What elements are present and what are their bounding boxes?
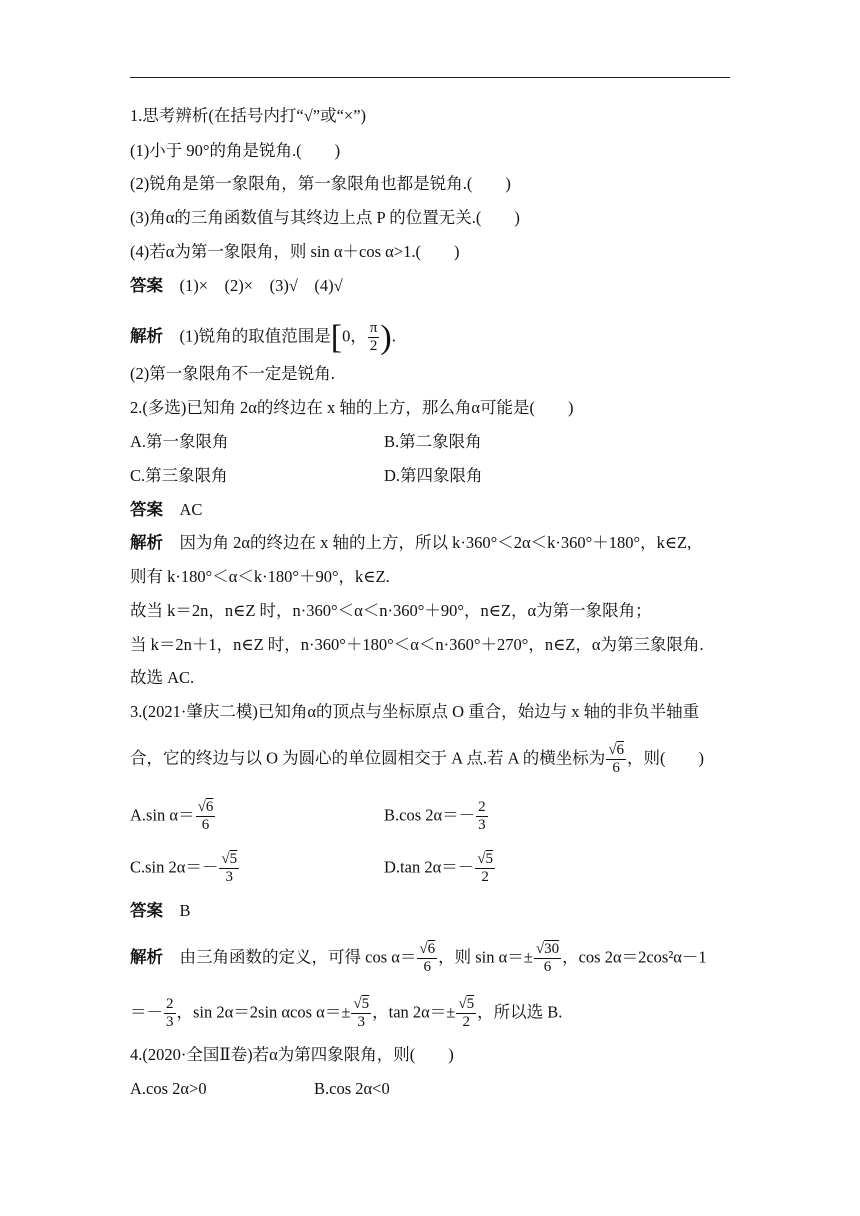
q2-analysis-3: 故当 k＝2n，n∈Z 时，n·360°＜α＜n·360°＋90°，n∈Z，α为第一象限角； xyxy=(130,601,652,620)
q3-option-a: A.sin α＝ $\frac{√6}{6}$ xyxy=(130,799,214,833)
q2-answer xyxy=(130,498,202,522)
q3-title-1: 3.(2021·肇庆二模)已知角α的顶点与坐标原点 O 重合，始边与 x 轴的非负半轴重 xyxy=(130,702,700,721)
sqrt5-over-2: $\frac{√5}{2}$ xyxy=(477,851,493,885)
q3-title-2-text: 合，它的终边与以 O 为圆心的单位圆相交于 A 点.若 A 的横坐标为 xyxy=(130,748,606,768)
q1-item-4: (4)若α为第一象限角，则 sin α＋cos α>1.( ) xyxy=(130,242,460,261)
sqrt5-over-3: $\frac{√5}{3}$ xyxy=(221,851,238,885)
sqrt6-over-6: $\frac{√6}{6}$ xyxy=(419,941,436,975)
q1-title: 1.思考辨析(在括号内打“√”或“×”) xyxy=(130,106,367,125)
analysis-label: 解析 xyxy=(130,947,163,967)
two-thirds: $\frac{2}{3}$ xyxy=(478,799,486,833)
q1-answer-text: (1)× (2)× (3)√ (4)√ xyxy=(179,276,343,295)
q1-item-1: (1)小于 90°的角是锐角.( ) xyxy=(130,141,341,160)
analysis-label: 解析 xyxy=(130,533,163,552)
sqrt5-over-2: $\frac{√5}{2}$ xyxy=(458,996,475,1030)
sqrt30-over-6: $\frac{√30}{6}$ xyxy=(535,941,560,975)
q1-analysis-1-text: (1)锐角的取值范围是 xyxy=(179,326,331,346)
q2-analysis-1-text: 因为角 2α的终边在 x 轴的上方，所以 k·360°＜2α＜k·360°＋180°，k∈Z, xyxy=(179,533,692,552)
q3-title-end: ，则( ) xyxy=(627,748,705,768)
q3-analysis-1: 解析 由三角函数的定义，可得 cos α＝ $\frac{√6}{6}$ ，则 sin α＝± $\frac{√30}{6}$ ，cos 2α＝2cos²α－1 xyxy=(130,941,707,975)
q2-option-b: B.第二象限角 xyxy=(384,432,482,451)
answer-label: 答案 xyxy=(130,500,163,519)
left-bracket: [ xyxy=(330,318,343,356)
sqrt5-over-3: $\frac{√5}{3}$ xyxy=(353,996,370,1030)
q4-option-a: A.cos 2α>0 xyxy=(130,1079,207,1098)
q3-answer xyxy=(130,899,191,923)
q2-answer-text: AC xyxy=(179,500,203,519)
answer-label: 答案 xyxy=(130,276,163,295)
q3-option-d: D.tan 2α＝－ $\frac{√5}{2}$ xyxy=(384,851,493,885)
q2-analysis-1 xyxy=(130,531,691,555)
q1-item-2: (2)锐角是第一象限角，第一象限角也都是锐角.( ) xyxy=(130,174,511,193)
q1-item-3: (3)角α的三角函数值与其终边上点 P 的位置无关.( ) xyxy=(130,208,520,227)
q3-option-c: C.sin 2α＝－ $\frac{√5}{3}$ xyxy=(130,851,238,885)
q2-title: 2.(多选)已知角 2α的终边在 x 轴的上方，那么角α可能是( ) xyxy=(130,398,574,417)
sqrt6-over-6: $\frac{√6}{6}$ xyxy=(608,742,625,776)
right-paren: ) xyxy=(380,318,392,356)
q3-option-b: B.cos 2α＝－ $\frac{2}{3}$ xyxy=(384,799,486,833)
q2-analysis-2: 则有 k·180°＜α＜k·180°＋90°，k∈Z. xyxy=(130,567,390,586)
q1-answer xyxy=(130,274,343,298)
header-rule xyxy=(130,77,730,78)
q4-title: 4.(2020·全国Ⅱ卷)若α为第四象限角，则( ) xyxy=(130,1045,454,1064)
analysis-label: 解析 xyxy=(130,326,163,346)
q3-analysis-2: ＝－ $\frac{2}{3}$ ，sin 2α＝2sin αcos α＝± $\frac{√5}{3}$ ，tan 2α＝± $\frac{√5}{2}$ ，所以选 B. xyxy=(130,996,563,1030)
q2-option-c: C.第三象限角 xyxy=(130,466,228,485)
sqrt6-over-6: $\frac{√6}{6}$ xyxy=(197,799,214,833)
q1-analysis-2: (2)第一象限角不一定是锐角. xyxy=(130,364,335,383)
q2-option-d: D.第四象限角 xyxy=(384,466,483,485)
q4-option-b: B.cos 2α<0 xyxy=(314,1079,390,1098)
interval-left: 0， xyxy=(342,326,367,346)
two-thirds: $\frac{2}{3}$ xyxy=(166,996,174,1030)
q3-answer-text: B xyxy=(179,901,191,920)
q2-option-a: A.第一象限角 xyxy=(130,432,229,451)
q2-analysis-5: 故选 AC. xyxy=(130,668,195,687)
q2-analysis-4: 当 k＝2n＋1，n∈Z 时，n·360°＋180°＜α＜n·360°＋270°，n∈Z，α为第三象限角. xyxy=(130,635,704,654)
q1-analysis-1: 解析 (1)锐角的取值范围是[0， $\frac{\pi}{2}$ ). xyxy=(130,318,396,356)
answer-label: 答案 xyxy=(130,901,163,920)
pi-over-2-fraction: $\frac{\pi}{2}$ xyxy=(369,320,378,354)
q3-title-2 xyxy=(130,742,704,777)
